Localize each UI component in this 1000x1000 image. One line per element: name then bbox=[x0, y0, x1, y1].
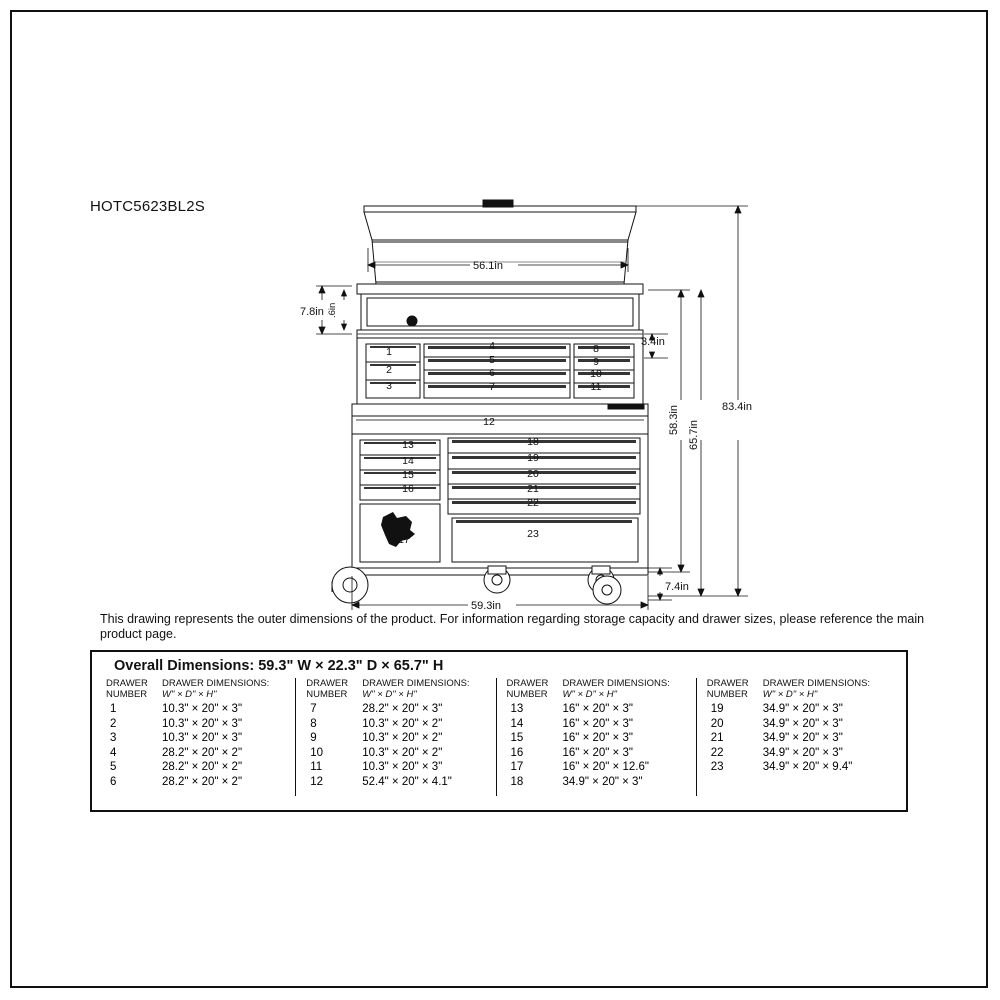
drawer-number-cell: 19 bbox=[710, 703, 724, 715]
drawer-callout-22: 22 bbox=[527, 497, 539, 509]
header-drawer-number: DRAWER NUMBER bbox=[106, 678, 148, 700]
table-row bbox=[106, 731, 289, 746]
drawer-callout-21: 21 bbox=[527, 483, 539, 495]
drawer-callout-3: 3 bbox=[386, 380, 392, 392]
model-code: HOTC5623BL2S bbox=[90, 198, 205, 215]
drawer-callout-14: 14 bbox=[402, 455, 414, 467]
drawer-dimensions-cell: 10.3" × 20" × 3" bbox=[162, 732, 243, 745]
table-column-4 bbox=[696, 678, 896, 796]
drawing-note: This drawing represents the outer dimensions of the product. For information regarding storage capacity and drawer sizes, please reference the main product page. bbox=[100, 612, 925, 641]
drawer-dimensions-cell: 34.9" × 20" × 3" bbox=[762, 703, 843, 715]
drawer-callout-19: 19 bbox=[527, 452, 539, 464]
drawer-dimensions-cell: 52.4" × 20" × 4.1" bbox=[362, 775, 452, 788]
drawer-dimensions-cell: 28.2" × 20" × 2" bbox=[162, 761, 243, 774]
work-surface bbox=[352, 404, 648, 434]
table-row bbox=[507, 702, 690, 717]
table-rows bbox=[707, 702, 890, 775]
table-row bbox=[106, 717, 289, 732]
table-column-2 bbox=[295, 678, 495, 796]
table-row bbox=[707, 717, 890, 732]
header-drawer-dimensions: DRAWER DIMENSIONS: W" × D" × H" bbox=[362, 678, 470, 700]
table-columns bbox=[92, 678, 906, 796]
drawer-callout-8: 8 bbox=[593, 343, 599, 355]
drawer-number-cell: 5 bbox=[110, 761, 117, 774]
drawer-dimensions-cell: 28.2" × 20" × 2" bbox=[162, 746, 243, 759]
header-drawer-dimensions: DRAWER DIMENSIONS: W" × D" × H" bbox=[162, 678, 270, 700]
drawer-callout-23: 23 bbox=[527, 528, 539, 540]
table-row bbox=[306, 746, 489, 761]
drawer-dimensions-cell: 10.3" × 20" × 2" bbox=[362, 717, 443, 730]
drawer-number-cell: 7 bbox=[310, 703, 317, 715]
drawer-dimensions-cell: 28.2" × 20" × 3" bbox=[362, 703, 443, 715]
table-row bbox=[507, 717, 690, 732]
table-row bbox=[507, 731, 690, 746]
drawer-number-cell: 23 bbox=[710, 761, 724, 774]
table-row bbox=[106, 746, 289, 761]
dim-overall-width: 59.3in bbox=[471, 600, 501, 612]
drawer-number-cell: 8 bbox=[310, 717, 317, 730]
dim-lid-width: 56.1in bbox=[473, 260, 503, 272]
table-column-1 bbox=[106, 678, 295, 796]
dim-overall-height: 83.4in bbox=[722, 401, 752, 413]
drawer-callout-16: 16 bbox=[402, 483, 414, 495]
drawer-number-cell: 4 bbox=[110, 746, 117, 759]
drawer-dimensions-cell: 16" × 20" × 12.6" bbox=[562, 761, 649, 774]
table-rows bbox=[507, 702, 690, 790]
header-drawer-number: DRAWER NUMBER bbox=[306, 678, 349, 700]
drawer-callout-5: 5 bbox=[489, 354, 495, 366]
table-row bbox=[306, 702, 489, 717]
table-row bbox=[707, 760, 890, 775]
table-row bbox=[707, 731, 890, 746]
drawer-number-cell: 12 bbox=[310, 775, 324, 788]
table-row bbox=[306, 775, 489, 790]
table-row bbox=[507, 746, 690, 761]
drawer-callout-4: 4 bbox=[489, 340, 495, 352]
drawer-dimensions-cell: 16" × 20" × 3" bbox=[562, 746, 633, 759]
drawer-callout-18: 18 bbox=[527, 436, 539, 448]
drawer-dimensions-cell: 10.3" × 20" × 2" bbox=[362, 746, 443, 759]
dim-lid-height: 7.8in bbox=[300, 306, 324, 318]
drawer-number-cell: 1 bbox=[110, 703, 117, 715]
drawer-callout-11: 11 bbox=[590, 381, 602, 393]
dim-base-clearance: 7.4in bbox=[665, 581, 689, 593]
table-column-3 bbox=[496, 678, 696, 796]
drawer-dimensions-cell: 34.9" × 20" × 3" bbox=[762, 732, 843, 745]
drawer-callout-20: 20 bbox=[527, 468, 539, 480]
header-drawer-dimensions: DRAWER DIMENSIONS: W" × D" × H" bbox=[562, 678, 670, 700]
drawer-dimensions-cell: 16" × 20" × 3" bbox=[562, 703, 633, 715]
overall-dimensions-label: Overall Dimensions: 59.3" W × 22.3" D × 65.7" H bbox=[114, 658, 444, 674]
drawer-dimensions-cell: 34.9" × 20" × 3" bbox=[762, 746, 843, 759]
dim-cabinet-height: 58.3in bbox=[668, 405, 680, 435]
drawer-dimensions-cell: 10.3" × 20" × 3" bbox=[362, 761, 443, 774]
drawer-dimensions-cell: 16" × 20" × 3" bbox=[562, 717, 633, 730]
header-drawer-dimensions: DRAWER DIMENSIONS: W" × D" × H" bbox=[762, 678, 871, 700]
drawer-number-cell: 10 bbox=[310, 746, 324, 759]
table-row bbox=[106, 775, 289, 790]
table-row bbox=[507, 775, 690, 790]
dimensions-table bbox=[90, 650, 908, 812]
drawer-callout-10: 10 bbox=[590, 368, 602, 380]
table-row bbox=[106, 760, 289, 775]
table-rows bbox=[306, 702, 489, 790]
drawer-callout-17: 17 bbox=[398, 534, 410, 546]
drawer-dimensions-cell: 34.9" × 20" × 9.4" bbox=[762, 761, 853, 774]
drawer-dimensions-cell: 10.3" × 20" × 3" bbox=[162, 703, 243, 715]
table-row bbox=[306, 731, 489, 746]
drawer-number-cell: 6 bbox=[110, 775, 117, 788]
drawer-callout-7: 7 bbox=[489, 381, 495, 393]
drawer-number-cell: 9 bbox=[310, 732, 317, 745]
table-row bbox=[707, 702, 890, 717]
drawer-number-cell: 22 bbox=[710, 746, 724, 759]
table-row bbox=[106, 702, 289, 717]
drawer-callout-12: 12 bbox=[483, 416, 495, 428]
table-column-header bbox=[106, 678, 289, 700]
drawer-number-cell: 21 bbox=[710, 732, 724, 745]
dim-product-height: 65.7in bbox=[688, 420, 700, 450]
drawer-dimensions-cell: 10.3" × 20" × 2" bbox=[362, 732, 443, 745]
table-row bbox=[306, 717, 489, 732]
drawer-dimensions-cell: 16" × 20" × 3" bbox=[562, 732, 633, 745]
bottom-cabinet bbox=[352, 434, 648, 575]
drawer-number-cell: 18 bbox=[510, 775, 524, 788]
drawer-number-cell: 14 bbox=[510, 717, 524, 730]
drawer-dimensions-cell: 28.2" × 20" × 2" bbox=[162, 775, 243, 788]
header-drawer-number: DRAWER NUMBER bbox=[706, 678, 749, 700]
header-drawer-number: DRAWER NUMBER bbox=[506, 678, 549, 700]
drawer-dimensions-cell: 34.9" × 20" × 3" bbox=[762, 717, 843, 730]
table-row bbox=[507, 760, 690, 775]
drawer-number-cell: 20 bbox=[710, 717, 724, 730]
drawer-dimensions-cell: 10.3" × 20" × 3" bbox=[162, 717, 243, 730]
drawer-number-cell: 17 bbox=[510, 761, 524, 774]
drawer-number-cell: 3 bbox=[110, 732, 117, 745]
dim-top-chest-gap: 3.4in bbox=[641, 336, 665, 348]
drawer-number-cell: 16 bbox=[510, 746, 524, 759]
table-column-header bbox=[507, 678, 690, 700]
drawer-number-cell: 13 bbox=[510, 703, 524, 715]
drawer-number-cell: 15 bbox=[510, 732, 524, 745]
drawer-dimensions-cell: 34.9" × 20" × 3" bbox=[562, 775, 643, 788]
drawer-callout-2: 2 bbox=[386, 364, 392, 376]
table-row bbox=[306, 760, 489, 775]
table-rows bbox=[106, 702, 289, 790]
drawer-callout-6: 6 bbox=[489, 367, 495, 379]
drawer-number-cell: 11 bbox=[310, 761, 323, 774]
table-row bbox=[707, 746, 890, 761]
drawer-callout-15: 15 bbox=[402, 469, 414, 481]
drawer-callout-9: 9 bbox=[593, 356, 599, 368]
table-column-header bbox=[306, 678, 489, 700]
dim-lid-height-inner: .6in bbox=[327, 302, 338, 318]
table-column-header bbox=[707, 678, 890, 700]
drawer-callout-13: 13 bbox=[402, 439, 414, 451]
drawer-callout-1: 1 bbox=[386, 346, 392, 358]
drawer-number-cell: 2 bbox=[110, 717, 117, 730]
